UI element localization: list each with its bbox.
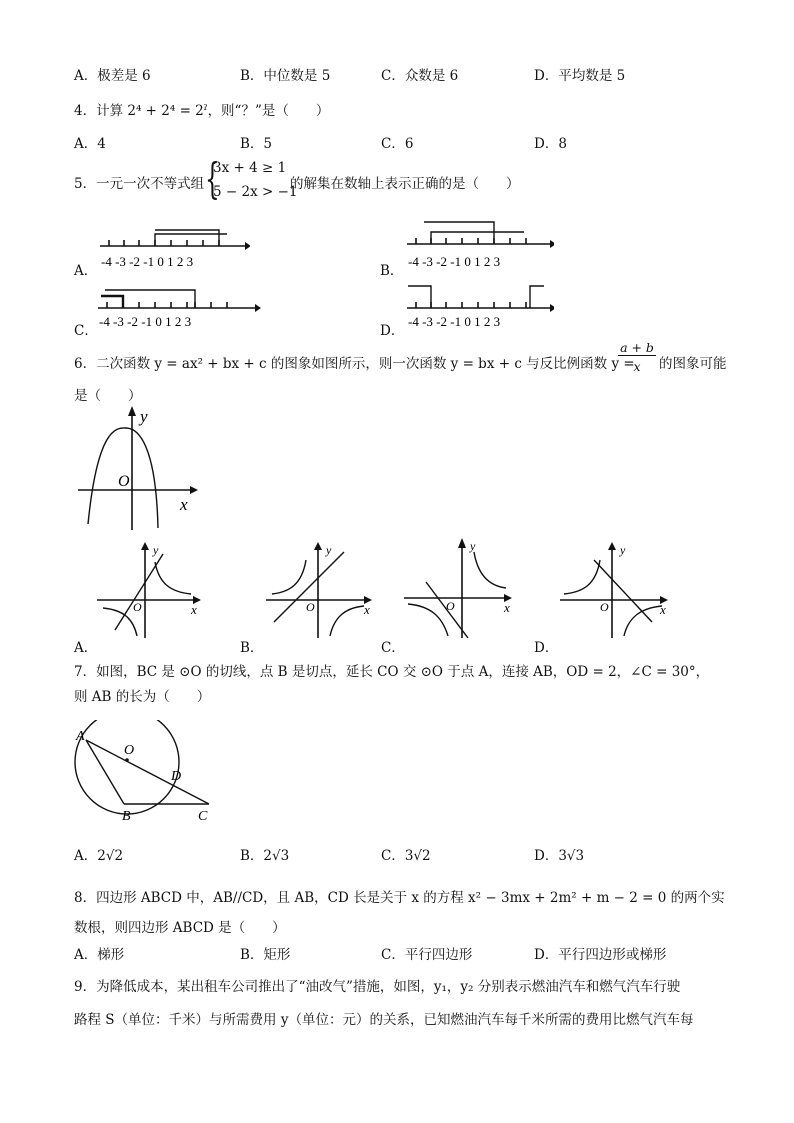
origin-label: O xyxy=(600,600,609,614)
q4-stem xyxy=(74,99,329,119)
q5-label-c: C． xyxy=(74,323,98,339)
q8-option-d: D．平行四边形或梯形 xyxy=(534,947,667,963)
q6-label-b: B． xyxy=(240,640,264,656)
q7-option-c: C．3√2 xyxy=(381,848,431,864)
x-axis-label: x xyxy=(660,602,666,617)
number-line-d xyxy=(404,280,554,334)
q7-option-b: B．2√3 xyxy=(240,848,290,864)
q4-prefix: 4．计算 xyxy=(74,103,128,119)
q8-option-a: A．梯形 xyxy=(74,947,125,963)
q4-option-c: C．6 xyxy=(381,136,414,152)
point-b-label: B xyxy=(122,809,131,824)
q7-option-d: D．3√3 xyxy=(534,848,585,864)
q5-prefix: 5．一元一次不等式组 xyxy=(74,176,205,192)
tick-labels: -4 -3 -2 -1 0 1 2 3 xyxy=(99,314,192,329)
q9-line2: 路程 S（单位：千米）与所需费用 y（单位：元）的关系，已知燃油汽车每千米所需的费用比燃气汽车每 xyxy=(74,1012,694,1028)
y-axis-label: y xyxy=(326,543,332,557)
q5-suffix: 的解集在数轴上表示正确的是（ ） xyxy=(290,176,520,192)
q5-inequality-1: 3x + 4 ≥ 1 xyxy=(213,160,287,176)
number-line-b xyxy=(404,218,554,274)
x-axis-label: x xyxy=(180,495,188,514)
graph-option-a xyxy=(95,538,205,642)
q5-label-a: A． xyxy=(74,263,98,279)
tick-labels: -4 -3 -2 -1 0 1 2 3 xyxy=(408,314,501,329)
system-brace: { xyxy=(205,154,220,203)
y-axis-label: y xyxy=(620,543,626,557)
graph-option-d xyxy=(558,538,674,642)
x-axis-label: x xyxy=(364,602,370,617)
y-axis-label: y xyxy=(140,407,148,426)
q6-fraction-denominator: x xyxy=(633,359,641,374)
q7-line2: 则 AB 的长为（ ） xyxy=(74,689,211,705)
origin-label: O xyxy=(306,600,315,614)
point-o-label: O xyxy=(124,743,135,758)
point-d-label: D xyxy=(171,769,182,784)
point-c-label: C xyxy=(198,809,208,824)
origin-label: O xyxy=(118,473,130,490)
parabola-graph xyxy=(74,404,204,534)
q6-line2: 是（ ） xyxy=(74,388,142,404)
q4-suffix: ，则“？”是（ ） xyxy=(207,103,330,119)
tick-labels: -4 -3 -2 -1 0 1 2 3 xyxy=(408,254,501,269)
q3-option-b: B．中位数是 5 xyxy=(240,68,331,84)
q5-label-b: B． xyxy=(380,263,404,279)
q4-option-b: B．5 xyxy=(240,136,273,152)
q4-option-a: A．4 xyxy=(74,136,106,152)
ticks xyxy=(109,240,219,246)
q7-option-a: A．2√2 xyxy=(74,848,124,864)
origin-label: O xyxy=(133,600,142,614)
point-a-label: A xyxy=(76,729,85,744)
x-axis-label: x xyxy=(504,600,510,615)
q5-inequality-2: 5 − 2x > −1 xyxy=(213,184,298,200)
y-axis-label: y xyxy=(153,543,159,557)
q4-formula: 2⁴ + 2⁴ = 2ˀ xyxy=(127,103,208,119)
number-line-a xyxy=(95,222,250,274)
q3-option-a: A．极差是 6 xyxy=(74,68,151,84)
q6-line1-end: 的图象可能 xyxy=(659,356,727,372)
q8-line1: 8．四边形 ABCD 中，AB//CD，且 AB，CD 长是关于 x 的方程 x² − 3mx + 2m² + m − 2 = 0 的两个实 xyxy=(74,890,725,906)
q3-option-c: C．众数是 6 xyxy=(381,68,459,84)
y-axis-label: y xyxy=(470,539,476,553)
tick-labels: -4 -3 -2 -1 0 1 2 3 xyxy=(101,254,194,269)
graph-option-b xyxy=(264,538,376,642)
q7-line1: 7．如图，BC 是 ⊙O 的切线，点 B 是切点，延长 CO 交 ⊙O 于点 A，连接 AB，OD = 2，∠C = 30°， xyxy=(74,664,710,680)
origin-label: O xyxy=(446,599,455,613)
q8-line2: 数根，则四边形 ABCD 是（ ） xyxy=(74,920,286,936)
q8-option-c: C．平行四边形 xyxy=(381,947,473,963)
q6-line1: 6．二次函数 y = ax² + bx + c 的图象如图所示，则一次函数 y = bx + c 与反比例函数 y = xyxy=(74,356,635,372)
q9-line1: 9．为降低成本，某出租车公司推出了“油改气”措施，如图，y₁，y₂ 分别表示燃油汽车和燃气汽车行驶 xyxy=(74,979,681,995)
circle-tangent-figure xyxy=(70,720,220,825)
x-axis-label: x xyxy=(191,602,197,617)
q5-label-d: D． xyxy=(380,323,405,339)
q6-label-d: D． xyxy=(534,640,559,656)
q6-label-c: C． xyxy=(381,640,405,656)
q6-label-a: A． xyxy=(74,640,98,656)
q4-option-d: D．8 xyxy=(534,136,567,152)
q3-option-d: D．平均数是 5 xyxy=(534,68,626,84)
q8-option-b: B．矩形 xyxy=(240,947,291,963)
q6-fraction-numerator: a + b xyxy=(618,341,656,356)
graph-option-c xyxy=(402,532,518,642)
number-line-c xyxy=(95,284,265,334)
